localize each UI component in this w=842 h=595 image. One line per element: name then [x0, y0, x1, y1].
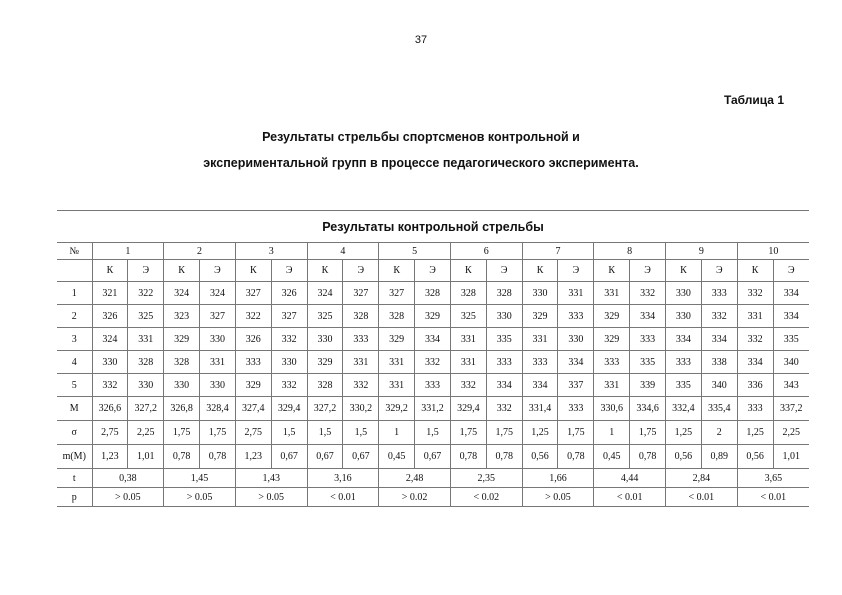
row-label: m(M)	[57, 445, 92, 469]
subheader-k: К	[235, 260, 271, 282]
table-cell: 330	[522, 282, 558, 305]
table-cell: 1,25	[737, 421, 773, 445]
table-cell: 332	[450, 374, 486, 397]
table-cell: 333	[486, 351, 522, 374]
table-cell: 334	[666, 328, 702, 351]
table-cell: 2,25	[773, 421, 809, 445]
table-cell: 1,75	[200, 421, 236, 445]
table-cell: 0,67	[343, 445, 379, 469]
table-cell: 327,2	[128, 397, 164, 421]
group-header: 4	[307, 243, 379, 260]
title-line-1: Результаты стрельбы спортсменов контрольной и	[262, 130, 580, 144]
table-cell: 322	[128, 282, 164, 305]
table-cell: 1,01	[773, 445, 809, 469]
table-cell: 2,48	[379, 469, 451, 488]
table-cell: 333	[701, 282, 737, 305]
table-cell: 328	[450, 282, 486, 305]
table-cell: 3,16	[307, 469, 379, 488]
table-cell: 331	[558, 282, 594, 305]
row-label: p	[57, 488, 92, 507]
table-cell: 324	[164, 282, 200, 305]
table-cell: > 0.05	[522, 488, 594, 507]
table-cell: 330	[666, 305, 702, 328]
row-label: 4	[57, 351, 92, 374]
table-cell: 323	[164, 305, 200, 328]
table-cell: 331,4	[522, 397, 558, 421]
table-cell: 333	[343, 328, 379, 351]
row-label: 2	[57, 305, 92, 328]
table-cell: 330	[271, 351, 307, 374]
table-row	[57, 351, 809, 374]
table-cell: 331	[200, 351, 236, 374]
table-cell: 1,23	[92, 445, 128, 469]
table-cell: 331	[450, 328, 486, 351]
subheader-row	[57, 260, 809, 282]
table-cell: 343	[773, 374, 809, 397]
table-cell: 1,66	[522, 469, 594, 488]
table-cell: 329	[164, 328, 200, 351]
table-cell: 329	[415, 305, 451, 328]
table-cell: 1,75	[164, 421, 200, 445]
t-row	[57, 469, 809, 488]
table-cell: 330	[666, 282, 702, 305]
table-cell: 333	[737, 397, 773, 421]
table-cell: 1,23	[235, 445, 271, 469]
table-cell: 332	[271, 328, 307, 351]
table-cell: 329	[594, 328, 630, 351]
table-cell: 1,25	[522, 421, 558, 445]
subheader-k: К	[522, 260, 558, 282]
table-cell: 325	[128, 305, 164, 328]
table-cell: < 0.02	[450, 488, 522, 507]
table-cell: 0,67	[307, 445, 343, 469]
table-cell: 332	[737, 282, 773, 305]
table-cell: 330	[200, 374, 236, 397]
table-cell: 328	[343, 305, 379, 328]
table-cell: 332	[486, 397, 522, 421]
subheader-e: Э	[558, 260, 594, 282]
table-cell: 334	[773, 282, 809, 305]
table-cell: 326	[92, 305, 128, 328]
table-cell: 324	[92, 328, 128, 351]
table-cell: > 0.02	[379, 488, 451, 507]
table-cell: 329	[594, 305, 630, 328]
group-header: 1	[92, 243, 164, 260]
table-cell: 333	[666, 351, 702, 374]
table-cell: < 0.01	[737, 488, 809, 507]
table-row	[57, 421, 809, 445]
table-cell: 327	[379, 282, 415, 305]
table-cell: 327	[200, 305, 236, 328]
table-cell: 0,78	[486, 445, 522, 469]
table-cell: 335	[486, 328, 522, 351]
table-cell: 340	[701, 374, 737, 397]
table-cell: 329	[307, 351, 343, 374]
row-label: 3	[57, 328, 92, 351]
table-cell: 0,67	[415, 445, 451, 469]
table-cell: 334,6	[630, 397, 666, 421]
group-header-row	[57, 243, 809, 260]
table-cell: 1,5	[271, 421, 307, 445]
table-cell: 2	[701, 421, 737, 445]
table-cell: 330	[558, 328, 594, 351]
subheader-e: Э	[271, 260, 307, 282]
table-cell: 0,56	[522, 445, 558, 469]
table-cell: 321	[92, 282, 128, 305]
table-caption: Результаты контрольной стрельбы	[57, 211, 809, 243]
table-cell: 330	[164, 374, 200, 397]
table-cell: 328	[128, 351, 164, 374]
table-cell: 328	[307, 374, 343, 397]
table-cell: 334	[737, 351, 773, 374]
table-cell: 327	[271, 305, 307, 328]
table-row	[57, 305, 809, 328]
subheader-e: Э	[200, 260, 236, 282]
subheader-k: К	[307, 260, 343, 282]
table-cell: 326,8	[164, 397, 200, 421]
table-label: Таблица 1	[723, 93, 784, 107]
table-row	[57, 397, 809, 421]
table-cell: 334	[486, 374, 522, 397]
table-cell: 0,56	[666, 445, 702, 469]
table-cell: 329	[522, 305, 558, 328]
subheader-e: Э	[486, 260, 522, 282]
row-label: t	[57, 469, 92, 488]
table-cell: 330	[128, 374, 164, 397]
table-cell: 1	[594, 421, 630, 445]
table-cell: 326,6	[92, 397, 128, 421]
table-cell: 1,25	[666, 421, 702, 445]
table-cell: 329	[379, 328, 415, 351]
table-cell: < 0.01	[666, 488, 738, 507]
table-cell: 1,45	[164, 469, 236, 488]
table-cell: 331	[450, 351, 486, 374]
table-cell: 0,78	[450, 445, 486, 469]
group-header: 2	[164, 243, 236, 260]
table-cell: 1,5	[343, 421, 379, 445]
table-cell: 331	[737, 305, 773, 328]
table-cell: 339	[630, 374, 666, 397]
group-header: 9	[666, 243, 738, 260]
table-cell: 1	[379, 421, 415, 445]
table-cell: 331,2	[415, 397, 451, 421]
table-cell: 328	[415, 282, 451, 305]
table-cell: 326	[271, 282, 307, 305]
table-cell: 338	[701, 351, 737, 374]
table-cell: 0,45	[379, 445, 415, 469]
table-cell: < 0.01	[594, 488, 666, 507]
subheader-e: Э	[701, 260, 737, 282]
subheader-e: Э	[630, 260, 666, 282]
table-cell: 333	[235, 351, 271, 374]
table-cell: 332	[701, 305, 737, 328]
table-cell: 330,2	[343, 397, 379, 421]
table-cell: 331	[594, 374, 630, 397]
table-cell: 0,56	[737, 445, 773, 469]
page-number: 37	[414, 34, 428, 46]
table-cell: 333	[558, 305, 594, 328]
table-cell: 334	[522, 374, 558, 397]
table-row	[57, 328, 809, 351]
table-cell: 2,84	[666, 469, 738, 488]
table-cell: 334	[773, 305, 809, 328]
table-cell: > 0.05	[164, 488, 236, 507]
subheader-e: Э	[128, 260, 164, 282]
table-cell: 331	[522, 328, 558, 351]
table-cell: 329,4	[450, 397, 486, 421]
table-cell: 331	[379, 351, 415, 374]
table-cell: 1,01	[128, 445, 164, 469]
table-cell: 328,4	[200, 397, 236, 421]
row-label: M	[57, 397, 92, 421]
table-cell: 340	[773, 351, 809, 374]
table-cell: 334	[558, 351, 594, 374]
table-cell: 0,78	[200, 445, 236, 469]
table-cell: 328	[379, 305, 415, 328]
table-cell: 334	[701, 328, 737, 351]
table-cell: 0,78	[630, 445, 666, 469]
table-cell: 325	[307, 305, 343, 328]
table-cell: 331	[128, 328, 164, 351]
group-header: 10	[737, 243, 809, 260]
table-cell: 332	[92, 374, 128, 397]
table-cell: 3,65	[737, 469, 809, 488]
table-cell: 1,75	[486, 421, 522, 445]
table-cell: 327	[235, 282, 271, 305]
group-header: 3	[235, 243, 307, 260]
p-row	[57, 488, 809, 507]
table-row	[57, 445, 809, 469]
subheader-k: К	[450, 260, 486, 282]
table-cell: 332	[630, 282, 666, 305]
table-cell: 335	[773, 328, 809, 351]
table-cell: 332	[271, 374, 307, 397]
table-cell: > 0.05	[92, 488, 164, 507]
subheader-k: К	[666, 260, 702, 282]
table-cell: 329,2	[379, 397, 415, 421]
table-row	[57, 374, 809, 397]
table-cell: > 0.05	[235, 488, 307, 507]
table-cell: 333	[522, 351, 558, 374]
table-cell: < 0.01	[307, 488, 379, 507]
table-cell: 328	[164, 351, 200, 374]
table-cell: 322	[235, 305, 271, 328]
table-cell: 326	[235, 328, 271, 351]
table-cell: 327,4	[235, 397, 271, 421]
table-cell: 0,38	[92, 469, 164, 488]
table-cell: 332,4	[666, 397, 702, 421]
table-cell: 0,78	[558, 445, 594, 469]
table-cell: 337,2	[773, 397, 809, 421]
subheader-k: К	[379, 260, 415, 282]
group-header: 5	[379, 243, 451, 260]
table-cell: 335	[630, 351, 666, 374]
table-cell: 324	[200, 282, 236, 305]
table-cell: 327,2	[307, 397, 343, 421]
table-cell: 2,75	[92, 421, 128, 445]
table-cell: 333	[558, 397, 594, 421]
table-cell: 333	[594, 351, 630, 374]
table-cell: 328	[486, 282, 522, 305]
table-cell: 2,75	[235, 421, 271, 445]
table-cell: 329,4	[271, 397, 307, 421]
table-cell: 333	[415, 374, 451, 397]
table-cell: 2,25	[128, 421, 164, 445]
subheader-e: Э	[773, 260, 809, 282]
table-cell: 332	[343, 374, 379, 397]
table-cell: 331	[594, 282, 630, 305]
table-cell: 335	[666, 374, 702, 397]
empty-cell	[57, 260, 92, 282]
table-cell: 330	[307, 328, 343, 351]
table-cell: 334	[630, 305, 666, 328]
table-cell: 0,78	[164, 445, 200, 469]
table-cell: 335,4	[701, 397, 737, 421]
table-cell: 333	[630, 328, 666, 351]
title-line-2: экспериментальной групп в процессе педагогического эксперимента.	[203, 156, 639, 170]
subheader-k: К	[737, 260, 773, 282]
table-cell: 1,75	[630, 421, 666, 445]
number-header: №	[57, 243, 92, 260]
table-cell: 332	[415, 351, 451, 374]
table-cell: 324	[307, 282, 343, 305]
subheader-k: К	[164, 260, 200, 282]
table-row	[57, 282, 809, 305]
table-cell: 1,43	[235, 469, 307, 488]
table-cell: 327	[343, 282, 379, 305]
table-cell: 329	[235, 374, 271, 397]
table-cell: 330	[92, 351, 128, 374]
table-cell: 0,67	[271, 445, 307, 469]
table-cell: 336	[737, 374, 773, 397]
group-header: 8	[594, 243, 666, 260]
table-cell: 1,5	[307, 421, 343, 445]
results-table	[57, 210, 809, 507]
subheader-e: Э	[343, 260, 379, 282]
table-cell: 330	[200, 328, 236, 351]
table-cell: 330	[486, 305, 522, 328]
table-cell: 337	[558, 374, 594, 397]
row-label: 5	[57, 374, 92, 397]
table-cell: 0,45	[594, 445, 630, 469]
table-cell: 331	[343, 351, 379, 374]
subheader-e: Э	[415, 260, 451, 282]
subheader-k: К	[594, 260, 630, 282]
table-cell: 331	[379, 374, 415, 397]
table-cell: 1,75	[558, 421, 594, 445]
table-cell: 332	[737, 328, 773, 351]
table-cell: 1,75	[450, 421, 486, 445]
group-header: 7	[522, 243, 594, 260]
table-cell: 4,44	[594, 469, 666, 488]
table-cell: 1,5	[415, 421, 451, 445]
row-label: σ	[57, 421, 92, 445]
table-cell: 334	[415, 328, 451, 351]
row-label: 1	[57, 282, 92, 305]
table-cell: 0,89	[701, 445, 737, 469]
subheader-k: К	[92, 260, 128, 282]
table-cell: 2,35	[450, 469, 522, 488]
group-header: 6	[450, 243, 522, 260]
table-cell: 330,6	[594, 397, 630, 421]
table-cell: 325	[450, 305, 486, 328]
